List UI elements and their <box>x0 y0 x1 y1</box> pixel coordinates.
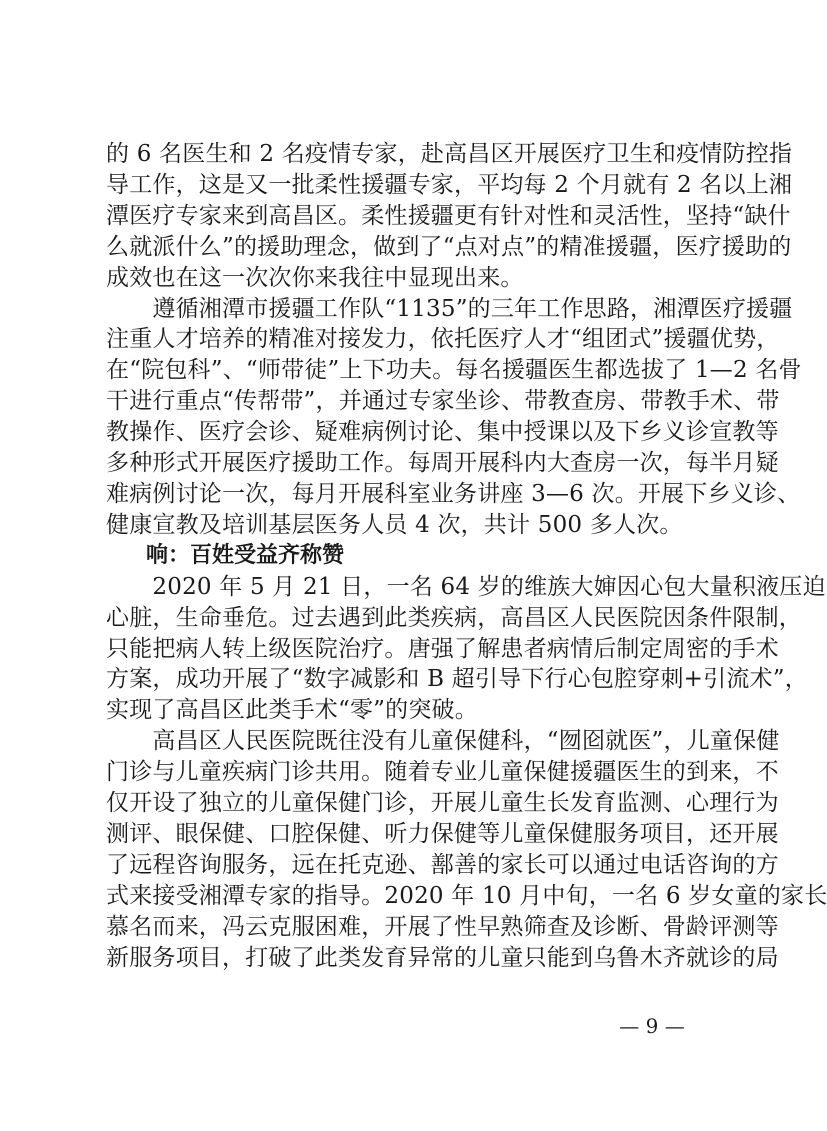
text-line: 健康宣教及培训基层医务人员 4 次，共计 500 多人次。 <box>106 511 683 538</box>
text-line: 了远程咨询服务，远在托克逊、鄯善的家长可以通过电话咨询的方 <box>106 851 779 878</box>
text-line: 高昌区人民医院既往没有儿童保健科，“囫囵就医”，儿童保健 <box>106 728 780 755</box>
paragraph-1 <box>106 139 793 294</box>
text-line: 2020 年 5 月 21 日，一名 64 岁的维族大婶因心包大量积液压迫 <box>106 573 826 600</box>
paragraph-3 <box>106 572 826 727</box>
text-line: 教操作、医疗会诊、疑难病例讨论、集中授课以及下乡义诊宣教等 <box>106 419 779 446</box>
text-line: 的 6 名医生和 2 名疫情专家，赴高昌区开展医疗卫生和疫情防控指 <box>106 141 793 167</box>
paragraph-4 <box>106 726 827 973</box>
text-line: 注重人才培养的精准对接发力，依托医疗人才“组团式”援疆优势， <box>106 326 780 353</box>
document-body <box>106 139 827 973</box>
text-line: 式来接受湘潭专家的指导。2020 年 10 月中旬，一名 6 岁女童的家长 <box>106 882 827 909</box>
text-line: 慕名而来，冯云克服困难，开展了性早熟筛查及诊断、骨龄评测等 <box>106 913 779 940</box>
text-line: 仅开设了独立的儿童保健门诊，开展儿童生长发育监测、心理行为 <box>106 790 779 817</box>
text-line: 心脏，生命垂危。过去遇到此类疾病，高昌区人民医院因条件限制， <box>106 604 802 631</box>
text-line: 门诊与儿童疾病门诊共用。随着专业儿童保健援疆医生的到来，不 <box>106 759 779 786</box>
text-line: 难病例讨论一次，每月开展科室业务讲座 3—6 次。开展下乡义诊、 <box>106 480 801 507</box>
text-line: 只能把病人转上级医院治疗。唐强了解患者病情后制定周密的手术 <box>106 635 779 662</box>
text-line: 么就派什么”的援助理念，做到了“点对点”的精准援疆，医疗援助的 <box>106 233 792 260</box>
text-line: 导工作，这是又一批柔性援疆专家，平均每 2 个月就有 2 名以上湘 <box>106 171 793 198</box>
text-line: 方案，成功开展了“数字减影和 B 超引导下行心包腔穿刺+引流术”， <box>106 666 808 693</box>
text-line: 多种形式开展医疗援助工作。每周开展科内大查房一次，每半月疑 <box>106 450 779 477</box>
text-line: 实现了高昌区此类手术“零”的突破。 <box>106 697 478 724</box>
paragraph-2 <box>106 294 802 541</box>
text-line: 潭医疗专家来到高昌区。柔性援疆更有针对性和灵活性，坚持“缺什 <box>106 202 791 229</box>
text-line: 干进行重点“传帮带”，并通过专家坐诊、带教查房、带教手术、带 <box>106 388 780 415</box>
text-line: 成效也在这一次次你来我往中显现出来。 <box>106 264 524 291</box>
text-line: 新服务项目，打破了此类发育异常的儿童只能到乌鲁木齐就诊的局 <box>106 944 779 971</box>
text-line: 测评、眼保健、口腔保健、听力保健等儿童保健服务项目，还开展 <box>106 820 779 847</box>
section-heading: 响：百姓受益齐称赞 <box>146 542 345 568</box>
text-line: 在“院包科”、“师带徒”上下功夫。每名援疆医生都选拔了 1—2 名骨 <box>106 357 802 384</box>
page-number: — 9 — <box>619 1014 685 1038</box>
text-line: 遵循湘潭市援疆工作队“1135”的三年工作思路，湘潭医疗援疆 <box>106 295 793 322</box>
